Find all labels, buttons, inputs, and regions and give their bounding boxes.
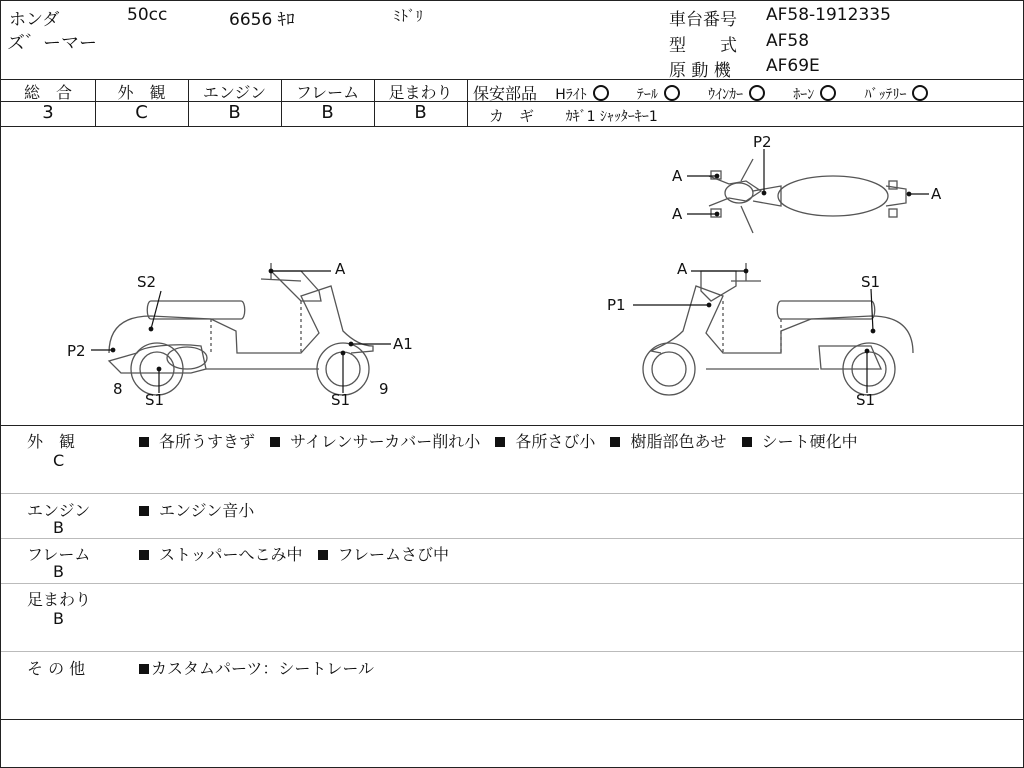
bullet-square-icon [610,437,620,447]
ok-circle-icon [593,85,609,101]
remark-label-suspension: 足まわり [27,590,92,609]
remark-label-exterior: 外 観 [27,432,76,451]
divider [1,651,1023,652]
damage-label: A [672,167,683,185]
frame-grade-label: フレーム [295,83,360,102]
remark-label-frame: フレーム [27,545,91,564]
remark-label-other: そ の 他 [27,659,86,678]
bullet-square-icon [742,437,752,447]
model-name: ズ゛ーマー [7,33,97,54]
remark-items-other [139,656,384,679]
displacement: 50cc [127,5,168,25]
divider [1,719,1023,720]
remark-grade-engine: B [53,518,64,537]
engine-grade: B [228,102,241,123]
remark-items-frame [139,542,459,565]
total-label: 総 合 [23,83,72,102]
bullet-square-icon [318,550,328,560]
damage-label: P2 [67,342,86,360]
frame-no-label: 車台番号 [669,10,737,30]
exterior-grade: C [135,102,148,123]
suspension-grade-label: 足まわり [388,83,453,102]
engine-grade-label: エンジン [202,83,267,102]
key-row [489,105,658,126]
remark-item: 各所うすきず [159,432,256,451]
damage-label: A [677,260,688,278]
ok-circle-icon [820,85,836,101]
divider [467,79,468,126]
damage-label: P2 [753,133,772,151]
divider [1,538,1023,539]
safety-label: 保安部品 [473,84,538,103]
remark-items-engine [139,498,264,521]
remark-item: ストッパーへこみ中 [159,545,303,564]
damage-label: S1 [145,391,165,409]
damage-label: A [931,185,942,203]
remark-item: 樹脂部色あせ [630,432,727,451]
divider [1,425,1023,426]
remark-item: シート硬化中 [761,432,858,451]
damage-label: S1 [331,391,351,409]
bullet-square-icon [270,437,280,447]
safety-item-tail: ﾃｰﾙ [636,87,658,103]
damage-label: 9 [379,380,389,398]
damage-label: 8 [113,380,123,398]
key-label: カ ギ [489,107,535,125]
remark-grade-exterior: C [53,451,65,470]
remark-item: エンジン音小 [159,501,255,520]
ok-circle-icon [749,85,765,101]
frame-no: AF58-1912335 [766,5,891,25]
damage-label: P1 [607,296,626,314]
frame-grade: B [321,102,334,123]
type-label: 型 式 [669,36,737,56]
remark-label-engine: エンジン [27,501,91,520]
color: ﾐﾄﾞﾘ [393,7,424,25]
divider [1,583,1023,584]
damage-label: S2 [137,273,157,291]
scooter-diagram [1,127,1023,425]
remark-grade-frame: B [53,562,64,581]
safety-item-battery: ﾊﾞｯﾃﾘｰ [864,87,907,103]
ok-circle-icon [664,85,680,101]
remark-item: サイレンサーカバー削れ小 [290,432,481,451]
mileage: 6656 ｷﾛ [229,10,295,30]
ok-circle-icon [912,85,928,101]
maker-name: ホンダ [9,10,60,30]
damage-label: S1 [861,273,881,291]
engine-label: 原 動 機 [669,61,731,81]
key-value: ｶｷﾞ1 ｼｬｯﾀｰｷｰ1 [565,109,658,125]
safety-item-horn: ﾎｰﾝ [793,87,815,103]
remark-item: フレームさび中 [337,545,449,564]
bullet-square-icon [139,664,149,674]
divider [1,493,1023,494]
total-grade: 3 [42,102,54,123]
engine-value: AF69E [766,56,820,76]
bullet-square-icon [139,550,149,560]
exterior-label: 外 観 [117,83,166,102]
type-value: AF58 [766,31,810,51]
damage-label: A [672,205,683,223]
suspension-grade: B [414,102,427,123]
bullet-square-icon [495,437,505,447]
safety-item-winker: ｳｲﾝｶｰ [708,87,744,103]
safety-parts-row [473,81,928,104]
remark-items-exterior [139,429,868,452]
damage-label: A [335,260,346,278]
damage-label: S1 [856,391,876,409]
remark-item: 各所さび小 [515,432,596,451]
safety-item-headlight: Hﾗｲﾄ [555,87,587,103]
bullet-square-icon [139,506,149,516]
scooter-top-view [709,159,906,233]
remark-grade-suspension: B [53,609,64,628]
damage-label: A1 [393,335,413,353]
bullet-square-icon [139,437,149,447]
remark-item: カスタムパーツ：シートレール [151,659,375,678]
